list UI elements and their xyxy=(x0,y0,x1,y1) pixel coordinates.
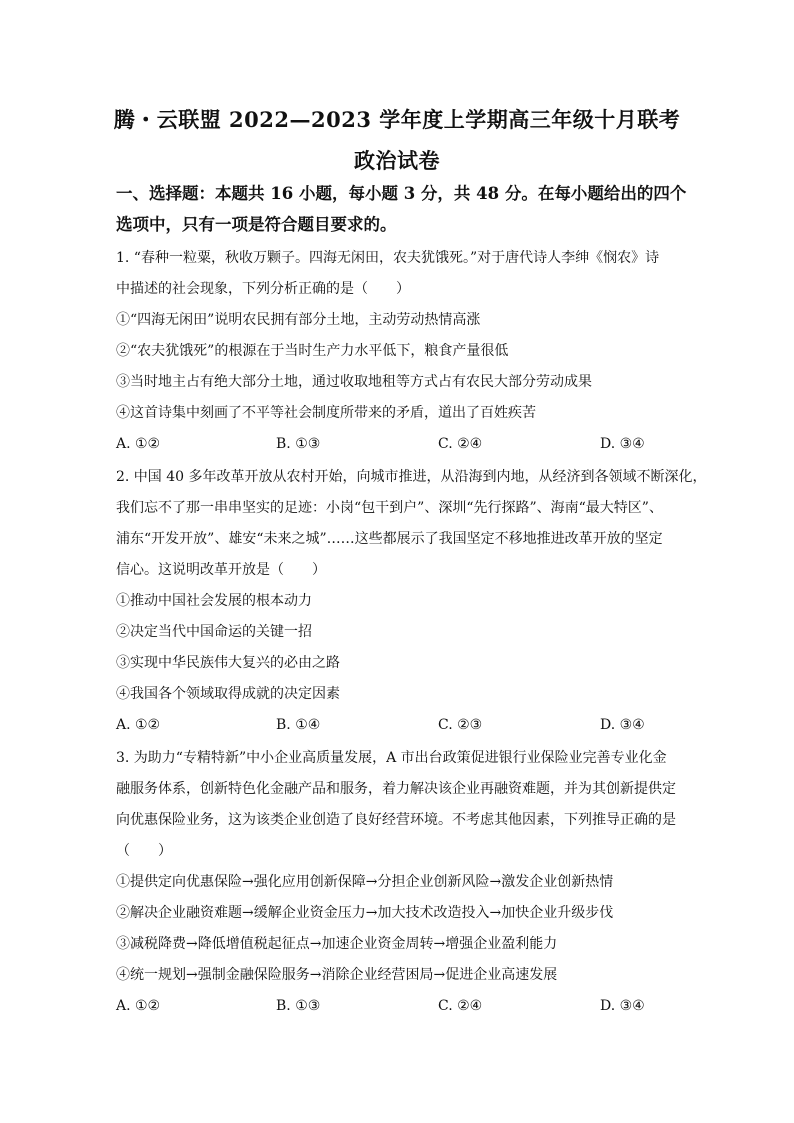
exam-title: 腾・云联盟 2022—2023 学年度上学期高三年级十月联考 xyxy=(113,107,681,132)
question-1-stem-line-2: 中描述的社会现象，下列分析正确的是（ ） xyxy=(116,281,410,297)
question-3-item-4: ④统一规划→强制金融保险服务→消除企业经营困局→促进企业高速发展 xyxy=(116,967,558,983)
option-d[interactable]: D. ③④ xyxy=(600,717,645,733)
question-1-item-3: ③当时地主占有绝大部分土地，通过收取地租等方式占有农民大部分劳动成果 xyxy=(116,374,592,390)
question-1-stem-line-1: 1. “春种一粒粟，秋收万颗子。四海无闲田，农夫犹饿死。”对于唐代诗人李绅《悯农》诗 xyxy=(116,250,660,266)
section-heading: 一、选择题：本题共 16 小题，每小题 3 分，共 48 分。在每小题给出的四个选项中，只有一项是符合题目要求的。 xyxy=(116,184,687,234)
option-a[interactable]: A. ①② xyxy=(116,998,161,1014)
question-3-stem-line-1: 3. 为助力“专精特新”中小企业高质量发展，A 市出台政策促进银行业保险业完善专业化金 xyxy=(116,750,667,766)
question-1-item-2: ②“农夫犹饿死”的根源在于当时生产力水平低下，粮食产量很低 xyxy=(116,343,509,359)
question-2-item-1: ①推动中国社会发展的根本动力 xyxy=(116,593,312,609)
option-d[interactable]: D. ③④ xyxy=(600,998,645,1014)
question-2-stem-line-4: 信心。这说明改革开放是（ ） xyxy=(116,562,326,578)
question-2-item-3: ③实现中华民族伟大复兴的必由之路 xyxy=(116,655,340,671)
question-3-item-2: ②解决企业融资难题→缓解企业资金压力→加大技术改造投入→加快企业升级步伐 xyxy=(116,905,614,921)
question-3-stem-line-3: 向优惠保险业务，这为该类企业创造了良好经营环境。不考虑其他因素，下列推导正确的是 xyxy=(116,812,676,828)
question-2-stem-line-3: 浦东“开发开放”、雄安“未来之城”……这些都展示了我国坚定不移地推进改革开放的坚定 xyxy=(116,531,663,547)
exam-subtitle: 政治试卷 xyxy=(354,148,440,173)
option-c[interactable]: C. ②④ xyxy=(438,436,483,452)
option-c[interactable]: C. ②④ xyxy=(438,998,483,1014)
question-1-options xyxy=(116,436,676,454)
question-3-stem-line-4: （ ） xyxy=(116,843,172,859)
question-2-options xyxy=(116,717,676,735)
option-a[interactable]: A. ①② xyxy=(116,717,161,733)
option-a[interactable]: A. ①② xyxy=(116,436,161,452)
question-2-item-2: ②决定当代中国命运的关键一招 xyxy=(116,624,312,640)
question-2-stem-line-2: 我们忘不了那一串串坚实的足迹：小岗“包干到户”、深圳“先行探路”、海南“最大特区”、 xyxy=(116,500,663,516)
option-b[interactable]: B. ①④ xyxy=(276,717,321,733)
option-d[interactable]: D. ③④ xyxy=(600,436,645,452)
option-c[interactable]: C. ②③ xyxy=(438,717,483,733)
question-1-item-1: ①“四海无闲田”说明农民拥有部分土地，主动劳动热情高涨 xyxy=(116,312,481,328)
option-b[interactable]: B. ①③ xyxy=(276,998,321,1014)
question-2-item-4: ④我国各个领域取得成就的决定因素 xyxy=(116,686,340,702)
question-3-item-1: ①提供定向优惠保险→强化应用创新保障→分担企业创新风险→激发企业创新热情 xyxy=(116,874,614,890)
question-2-stem-line-1: 2. 中国 40 多年改革开放从农村开始，向城市推进，从沿海到内地，从经济到各领域不断深化， xyxy=(116,469,707,485)
question-1-item-4: ④这首诗集中刻画了不平等社会制度所带来的矛盾，道出了百姓疾苦 xyxy=(116,405,536,421)
option-b[interactable]: B. ①③ xyxy=(276,436,321,452)
question-3-options xyxy=(116,998,676,1016)
question-3-item-3: ③减税降费→降低增值税起征点→加速企业资金周转→增强企业盈利能力 xyxy=(116,936,558,952)
question-3-stem-line-2: 融服务体系，创新特色化金融产品和服务，着力解决该企业再融资难题，并为其创新提供定 xyxy=(116,781,676,797)
